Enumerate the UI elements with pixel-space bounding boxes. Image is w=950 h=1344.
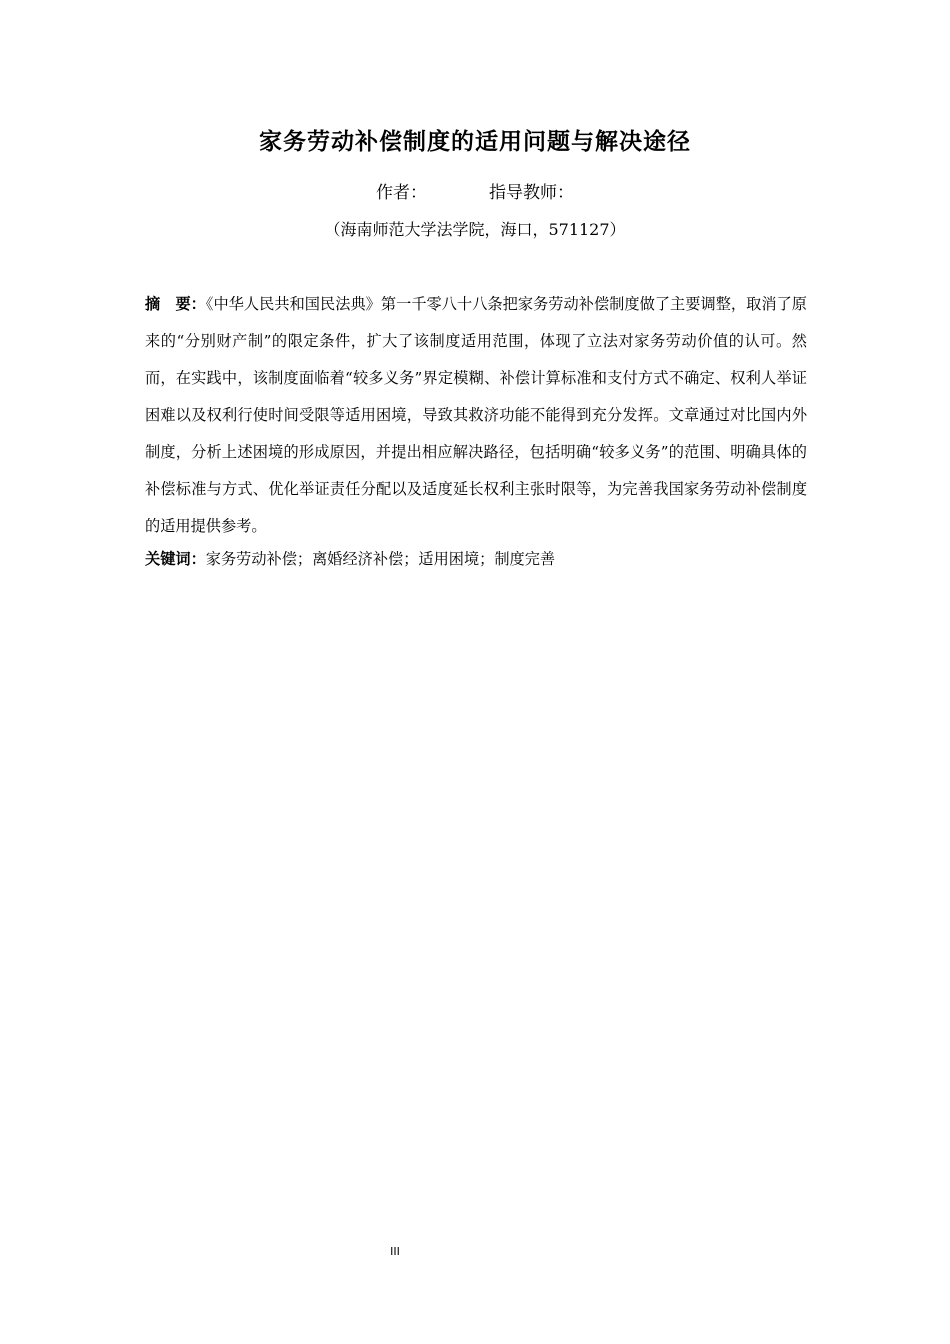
affiliation: （海南师范大学法学院，海口，571127） <box>324 220 626 239</box>
author-label: 作者： <box>376 183 427 203</box>
abstract-paragraph <box>145 286 807 545</box>
advisor-label: 指导教师： <box>489 183 574 203</box>
keywords-text: 家务劳动补偿；离婚经济补偿；适用困境；制度完善 <box>205 550 556 568</box>
author-line <box>0 180 950 206</box>
page-number: III <box>390 1245 400 1258</box>
abstract-text: 《中华人民共和国民法典》第一千零八十八条把家务劳动补偿制度做了主要调整，取消了原来的“分别财产制”的限定条件，扩大了该制度适用范围，体现了立法对家务劳动价值的认可。然而，在实践中，该制度面临着“较多义务”界定模糊、补偿计算标准和支付方式不确定、权利人举证困难以及权利行使时间受限等适用困境，导致其救济功能不能得到充分发挥。文章通过对比国内外制度，分析上述困境的形成原因，并提出相应解决路径，包括明确“较多义务”的范围、明确具体的补偿标准与方式、优化举证责任分配以及适度延长权利主张时限等，为完善我国家务劳动补偿制度的适用提供参考。 <box>145 295 807 535</box>
abstract-label: 摘 要： <box>145 295 206 313</box>
keywords-label: 关键词： <box>145 550 206 568</box>
keywords-line <box>145 545 807 573</box>
paper-title: 家务劳动补偿制度的适用问题与解决途径 <box>259 129 691 155</box>
